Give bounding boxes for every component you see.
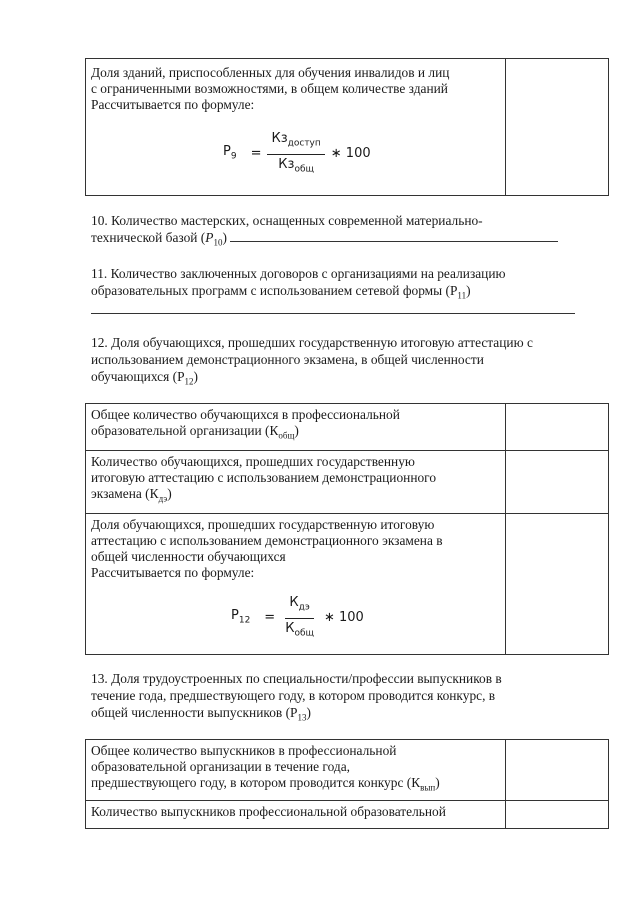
paragraph-p13	[91, 670, 597, 727]
table-cell-value	[506, 404, 609, 451]
table-cell-description	[86, 514, 506, 655]
text-line: Доля обучающихся, прошедших государственную итоговую	[91, 517, 435, 532]
formula-lhs: $Р_9$	[223, 143, 237, 162]
text-line: экзамена $(К_{дэ})$	[91, 486, 172, 504]
text-line: 13. Доля трудоустроенных по специальности/профессии выпускников в	[91, 671, 502, 686]
text-line: образовательной организации в течение года,	[91, 759, 350, 774]
blank-line	[91, 305, 575, 314]
text-line: течение года, предшествующего году, в котором проводится конкурс, в	[91, 688, 496, 703]
text-line: аттестацию с использованием демонстрационного экзамена в	[91, 533, 443, 548]
text-line: Количество обучающихся, прошедших государственную	[91, 454, 415, 469]
text-line: с ограниченными возможностями, в общем количестве зданий	[91, 81, 448, 96]
table-cell-value	[506, 740, 609, 801]
text-line: Общее количество выпускников в профессиональной	[91, 743, 397, 758]
paragraph-p10	[91, 212, 597, 252]
table-p12	[85, 403, 609, 655]
blank-line	[230, 229, 558, 242]
table-cell-value	[506, 514, 609, 655]
formula-mult: ∗ 100	[323, 610, 364, 626]
text-line: 10. Количество мастерских, оснащенных современной материально-	[91, 213, 483, 228]
text-line: образовательных программ с использованием сетевой формы $(Р_{11})$	[91, 283, 471, 301]
text-line: Общее количество обучающихся в профессиональной	[91, 407, 400, 422]
text-line: 12. Доля обучающихся, прошедших государственную итоговую аттестацию с	[91, 335, 533, 350]
table-cell-description	[86, 740, 506, 801]
paragraph-p12	[91, 334, 597, 391]
formula-eq: =	[264, 610, 276, 626]
text-line: Количество выпускников профессиональной образовательной	[91, 804, 446, 819]
table-cell-value	[506, 801, 609, 829]
text-line: итоговую аттестацию с использованием демонстрационного	[91, 470, 437, 485]
formula-p9	[91, 131, 500, 177]
text-line: использованием демонстрационного экзамена, в общей численности	[91, 352, 484, 367]
table-cell-description	[86, 801, 506, 829]
text-line: 11. Количество заключенных договоров с организациями на реализацию	[91, 266, 506, 281]
text-line: Рассчитывается по формуле:	[91, 97, 255, 112]
paragraph-p11	[91, 265, 597, 314]
text-line: Доля зданий, приспособленных для обучения инвалидов и лиц	[91, 65, 450, 80]
table-p13	[85, 739, 609, 829]
text-line: Рассчитывается по формуле:	[91, 565, 255, 580]
table-cell-description	[86, 451, 506, 514]
formula-mult: ∗ 100	[330, 146, 371, 162]
formula-lhs: $Р_{12}$	[231, 607, 251, 626]
formula-eq: =	[250, 146, 262, 162]
table-cell-value	[506, 451, 609, 514]
table-p9	[85, 58, 609, 196]
text-line: общей численности обучающихся	[91, 549, 286, 564]
formula-fraction: $\frac{К_{дэ}}{К_{общ}}$	[285, 595, 314, 639]
text-line: обучающихся $(Р_{12})$	[91, 369, 198, 387]
formula-p12	[91, 595, 500, 641]
table-cell-description	[86, 59, 506, 196]
table-cell-value	[506, 59, 609, 196]
text-line: образовательной организации $(К_{общ})$	[91, 423, 299, 441]
table-cell-description	[86, 404, 506, 451]
text-line: технической базой $(Р_{10})$	[91, 229, 597, 252]
formula-fraction: $\frac{Кз_{доступ}}{Кз_{общ}}$	[267, 131, 324, 177]
text-line: предшествующего году, в котором проводится конкурс $(К_{вып})$	[91, 775, 440, 793]
text-line: общей численности выпускников $(Р_{13})$	[91, 705, 311, 723]
